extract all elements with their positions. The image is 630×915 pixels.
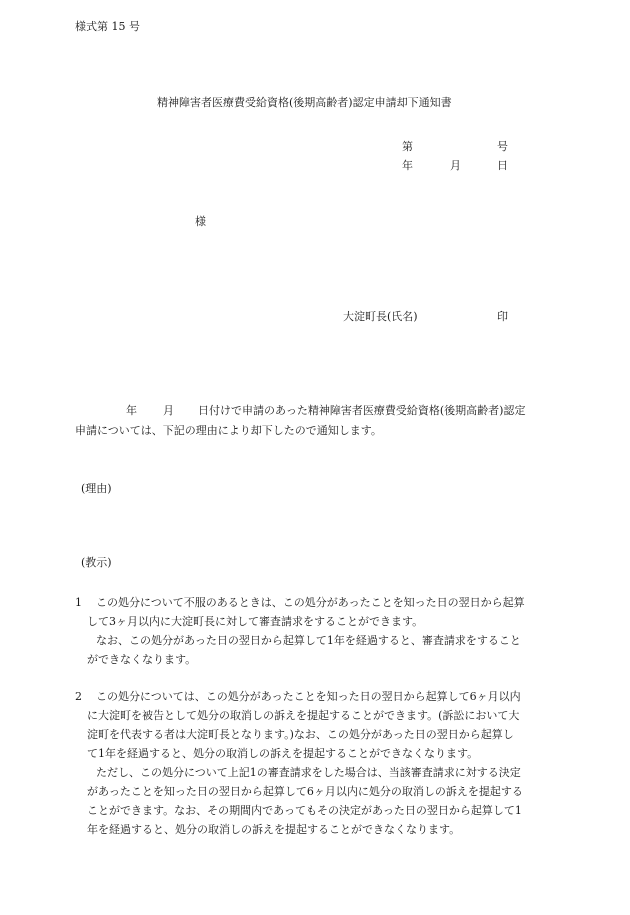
item-1-line: ができなくなります。: [87, 653, 197, 666]
item-2-line: て1年を経過すると、処分の取消しの訴えを提起することができなくなります。: [87, 747, 479, 760]
item-2-text: [0, 687, 523, 839]
date-month: 月: [450, 159, 461, 172]
date-day: 日: [497, 159, 508, 172]
item-2-line: があったことを知った日の翌日から起算して6ヶ月以内に処分の取消しの訴えを提起する: [87, 785, 523, 798]
item-1-line: して3ヶ月以内に大淀町長に対して審査請求をすることができます。: [87, 615, 424, 628]
item-2-line: 淀町を代表する者は大淀町長となります。)なお、この処分があった日の翌日から起算し: [87, 728, 514, 741]
reason-heading: (理由): [81, 482, 112, 495]
instruction-heading: (教示): [81, 556, 112, 569]
doc-number-suffix: 号: [497, 140, 508, 153]
item-2-line: ただし、この処分について上記1の審査請求をした場合は、当該審査請求に対する決定: [96, 766, 521, 779]
item-1-text: [0, 593, 525, 669]
intro-line-2: 申請については、下記の理由により却下したので通知します。: [75, 424, 382, 437]
intro-line-1: 日付けで申請のあった精神障害者医療費受給資格(後期高齢者)認定: [198, 404, 526, 417]
issuer-seal: 印: [497, 310, 508, 323]
item-1-number: 1: [75, 596, 82, 609]
issuer-name: 大淀町長(氏名): [343, 310, 418, 323]
doc-number-prefix: 第: [402, 140, 413, 153]
item-2-number: 2: [75, 690, 82, 703]
intro-month: 月: [163, 404, 174, 417]
form-number: 様式第 15 号: [75, 20, 140, 33]
intro-year: 年: [126, 404, 137, 417]
item-2-line: ことができます。なお、その期間内であってもその決定があった日の翌日から起算して1: [87, 804, 522, 817]
item-1-line: この処分について不服のあるときは、この処分があったことを知った日の翌日から起算: [96, 596, 525, 609]
item-2-line: この処分については、この処分があったことを知った日の翌日から起算して6ヶ月以内: [96, 690, 521, 703]
document-title: 精神障害者医療費受給資格(後期高齢者)認定申請却下通知書: [157, 96, 452, 109]
item-2-line: 年を経過すると、処分の取消しの訴えを提起することができなくなります。: [87, 823, 461, 836]
date-year: 年: [402, 159, 413, 172]
item-2-line: に大淀町を被告として処分の取消しの訴えを提起することができます。(訴訟において大: [87, 709, 520, 722]
addressee-suffix: 様: [195, 215, 206, 228]
item-1-line: なお、この処分があった日の翌日から起算して1年を経過すると、審査請求をすること: [96, 634, 521, 647]
